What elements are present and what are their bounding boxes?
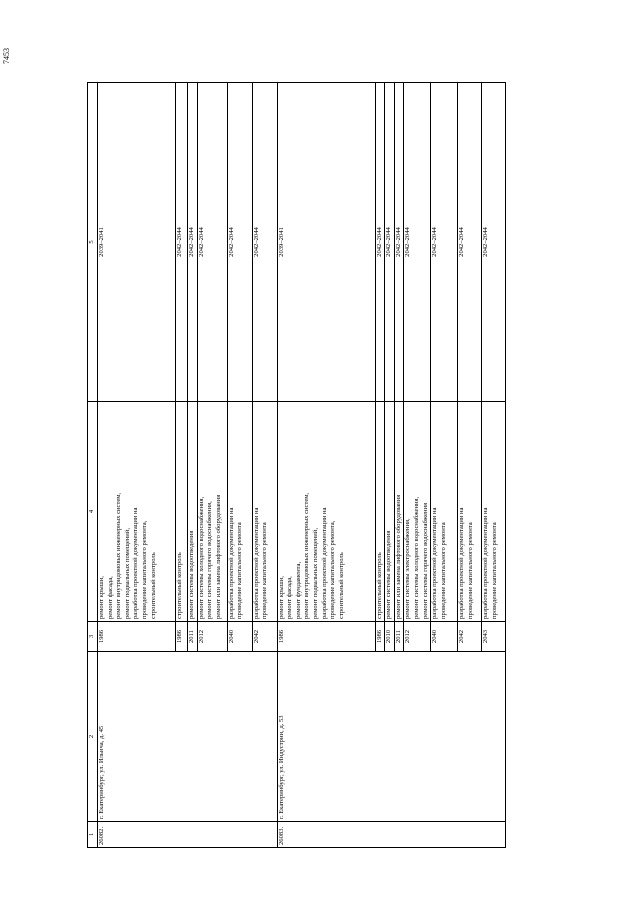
work-line: ремонт подвальных помещений, bbox=[311, 528, 319, 619]
year-cell: 1986 bbox=[176, 622, 188, 652]
table-row bbox=[98, 83, 176, 848]
period-cell: 2042–2044 bbox=[176, 83, 188, 402]
work-line: ремонт или замена лифтового оборудования bbox=[394, 494, 402, 619]
works-cell bbox=[394, 402, 404, 622]
work-line: разработка проектной документации на bbox=[458, 507, 466, 619]
table-row bbox=[277, 83, 375, 848]
work-line: разработка проектной документации на bbox=[227, 507, 235, 619]
works-cell bbox=[458, 402, 482, 622]
work-line: проведение капитального ремонта bbox=[439, 522, 447, 619]
work-line: проведение капитального ремонта bbox=[261, 522, 269, 619]
year-cell: 2042 bbox=[252, 622, 277, 652]
work-line: строительный контроль bbox=[149, 552, 157, 619]
year-cell: 2042 bbox=[458, 622, 482, 652]
works-cell bbox=[227, 402, 252, 622]
year-cell: 1986 bbox=[98, 622, 176, 652]
works-cell bbox=[431, 402, 458, 622]
work-line: проведение капитального ремонта bbox=[490, 522, 498, 619]
year-cell: 1986 bbox=[277, 622, 375, 652]
record-address: г. Екатеринбург, ул. Индустрии, д. 53 bbox=[277, 652, 506, 822]
work-line: разработка проектной документации на bbox=[252, 507, 260, 619]
period-cell: 2042–2044 bbox=[252, 83, 277, 402]
header-col-3: 3 bbox=[88, 622, 98, 652]
record-address: г. Екатеринбург, ул. Ильича, д. 45 bbox=[98, 652, 278, 822]
period-cell: 2042–2044 bbox=[482, 83, 506, 402]
period-cell: 2039–2041 bbox=[98, 83, 176, 402]
work-line: ремонт крыши, bbox=[98, 576, 105, 619]
works-cell bbox=[277, 402, 375, 622]
period-cell: 2042–2044 bbox=[404, 83, 431, 402]
work-line: ремонт фасада, bbox=[106, 576, 114, 619]
works-cell bbox=[375, 402, 385, 622]
work-line: ремонт системы горячего водоснабжения, bbox=[206, 501, 214, 619]
work-line: разработка проектной документации на bbox=[132, 507, 140, 619]
period-cell: 2042–2044 bbox=[431, 83, 458, 402]
year-cell: 2011 bbox=[394, 622, 404, 652]
period-cell: 2039–2041 bbox=[277, 83, 375, 402]
work-line: ремонт внутридомовых инженерных систем, bbox=[303, 492, 311, 619]
year-cell: 2010 bbox=[385, 622, 395, 652]
work-line: ремонт системы водоотведения bbox=[385, 530, 393, 619]
works-cell bbox=[252, 402, 277, 622]
work-line: проведение капитального ремонта bbox=[236, 522, 244, 619]
works-cell bbox=[188, 402, 198, 622]
work-line: ремонт системы холодного водоснабжения, bbox=[197, 496, 205, 619]
repair-schedule-table bbox=[87, 82, 506, 848]
work-line: ремонт системы горячего водоснабжения bbox=[421, 502, 429, 619]
header-col-1: 1 bbox=[88, 822, 98, 848]
works-cell bbox=[98, 402, 176, 622]
table-body bbox=[88, 83, 506, 848]
works-cell bbox=[404, 402, 431, 622]
works-cell bbox=[197, 402, 227, 622]
work-line: проведение капитального ремонта bbox=[466, 522, 474, 619]
period-cell: 2042–2044 bbox=[227, 83, 252, 402]
year-cell: 2040 bbox=[227, 622, 252, 652]
record-number: 26082. bbox=[98, 822, 278, 848]
work-line: ремонт внутридомовых инженерных систем, bbox=[115, 492, 123, 619]
work-line: строительный контроль bbox=[176, 552, 183, 619]
record-number: 26083. bbox=[277, 822, 506, 848]
work-line: разработка проектной документации на bbox=[482, 507, 490, 619]
works-cell bbox=[176, 402, 188, 622]
work-line: ремонт фундамента, bbox=[294, 561, 302, 619]
page-number bbox=[0, 28, 12, 78]
year-cell: 1986 bbox=[375, 622, 385, 652]
work-line: разработка проектной документации на bbox=[431, 507, 439, 619]
year-cell: 2012 bbox=[404, 622, 431, 652]
header-row bbox=[88, 83, 98, 848]
work-line: ремонт или замена лифтового оборудования bbox=[214, 494, 222, 619]
period-cell: 2042–2044 bbox=[375, 83, 385, 402]
work-line: разработка проектной документации на bbox=[320, 507, 328, 619]
work-line: ремонт системы электроснабжения, bbox=[404, 518, 412, 619]
year-cell: 2011 bbox=[188, 622, 198, 652]
rotated-table-container bbox=[87, 83, 532, 848]
work-line: строительный контроль bbox=[375, 552, 383, 619]
period-cell: 2042–2044 bbox=[197, 83, 227, 402]
work-line: проведение капитального ремонта, bbox=[140, 520, 148, 619]
year-cell: 2043 bbox=[482, 622, 506, 652]
header-col-5: 5 bbox=[88, 83, 98, 402]
work-line: строительный контроль bbox=[337, 552, 345, 619]
work-line: ремонт системы холодного водоснабжения, bbox=[412, 496, 420, 619]
period-cell: 2042–2044 bbox=[188, 83, 198, 402]
work-line: ремонт подвальных помещений, bbox=[123, 528, 131, 619]
period-cell: 2042–2044 bbox=[458, 83, 482, 402]
work-line: ремонт крыши, bbox=[277, 576, 285, 619]
works-cell bbox=[385, 402, 395, 622]
period-cell: 2042–2044 bbox=[394, 83, 404, 402]
page-number-text: 7453 bbox=[2, 48, 11, 64]
year-cell: 2040 bbox=[431, 622, 458, 652]
year-cell: 2012 bbox=[197, 622, 227, 652]
header-col-4: 4 bbox=[88, 402, 98, 622]
header-col-2: 2 bbox=[88, 652, 98, 822]
work-line: проведение капитального ремонта, bbox=[329, 520, 337, 619]
period-cell: 2042–2044 bbox=[385, 83, 395, 402]
works-cell bbox=[482, 402, 506, 622]
work-line: ремонт системы водоотведения bbox=[188, 530, 195, 619]
work-line: ремонт фасада, bbox=[286, 576, 294, 619]
